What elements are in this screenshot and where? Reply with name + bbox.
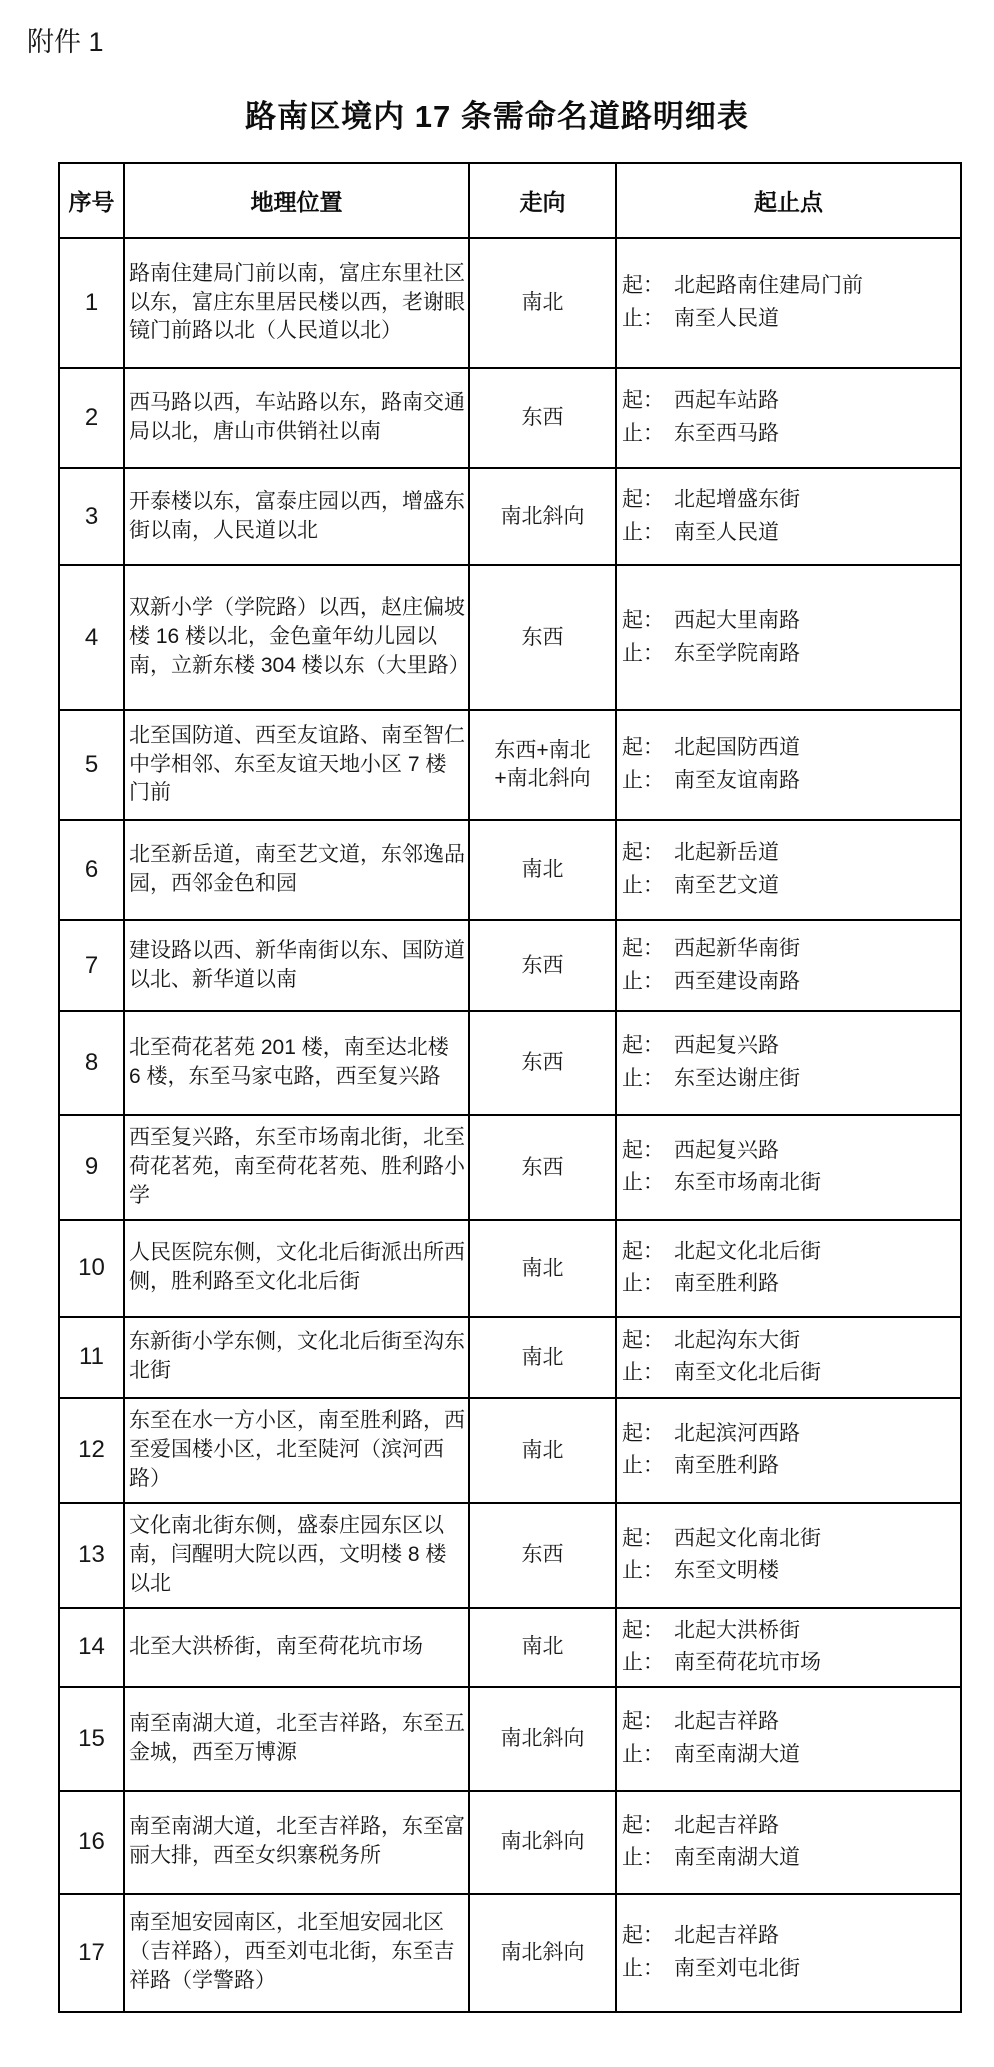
start-value: 北起国防西道 [674, 736, 800, 760]
endpoint-start [622, 837, 958, 870]
end-value: 南至人民道 [674, 520, 779, 544]
row-endpoints [616, 1503, 961, 1608]
end-label: 止： [622, 1846, 664, 1870]
endpoint-start [622, 1135, 958, 1168]
endpoint-start [622, 1325, 958, 1358]
start-label: 起： [622, 1526, 664, 1550]
start-label: 起： [622, 389, 664, 413]
end-label: 止： [622, 1559, 664, 1583]
end-label: 止： [622, 1067, 664, 1090]
row-endpoints [616, 1115, 961, 1220]
end-value: 南至文化北后街 [674, 1361, 821, 1385]
endpoint-end [622, 1555, 958, 1588]
row-index: 17 [59, 1894, 124, 2012]
start-value: 西起复兴路 [674, 1034, 779, 1058]
header-location: 地理位置 [124, 163, 469, 238]
start-label: 起： [622, 1710, 664, 1734]
end-value: 南至人民道 [674, 307, 779, 330]
row-location: 南至南湖大道，北至吉祥路，东至富丽大排，西至女织寨税务所 [124, 1791, 469, 1894]
end-value: 南至胜利路 [674, 1272, 779, 1296]
end-label: 止： [622, 1742, 664, 1766]
start-value: 北起吉祥路 [674, 1813, 779, 1837]
endpoint-start [622, 1523, 958, 1556]
endpoint-start [622, 1418, 958, 1451]
start-label: 起： [622, 1924, 664, 1948]
table-row [59, 1687, 961, 1791]
start-label: 起： [622, 274, 664, 298]
table-row [59, 1608, 961, 1687]
endpoint-end [622, 966, 958, 999]
end-label: 止： [622, 1454, 664, 1478]
table-row [59, 1894, 961, 2012]
endpoint-start [622, 1236, 958, 1269]
start-value: 西起复兴路 [674, 1138, 779, 1162]
end-value: 东至西马路 [674, 422, 779, 445]
row-location: 建设路以西、新华南街以东、国防道以北、新华道以南 [124, 920, 469, 1011]
endpoint-end [622, 1268, 958, 1301]
endpoint-end [622, 517, 958, 550]
attachment-label: 附件 1 [27, 27, 104, 57]
end-label: 止： [622, 874, 664, 897]
row-index: 11 [59, 1317, 124, 1398]
row-location: 文化南北街东侧，盛泰庄园东区以南，闫醒明大院以西，文明楼 8 楼以北 [124, 1503, 469, 1608]
row-index: 8 [59, 1011, 124, 1115]
endpoint-end [622, 303, 958, 336]
start-value: 西起新华南街 [674, 936, 800, 960]
row-endpoints [616, 820, 961, 920]
end-label: 止： [622, 1171, 664, 1195]
row-index: 13 [59, 1503, 124, 1608]
start-value: 北起路南住建局门前 [674, 274, 863, 298]
end-value: 东至学院南路 [674, 641, 800, 665]
row-location: 双新小学（学院路）以西，赵庄偏坡楼 16 楼以北，金色童年幼儿园以南，立新东楼 304 楼以东（大里路） [124, 565, 469, 710]
row-endpoints [616, 710, 961, 820]
table-row [59, 1398, 961, 1503]
endpoint-start [622, 1030, 958, 1063]
start-value: 北起新岳道 [674, 841, 779, 865]
header-endpoints: 起止点 [616, 163, 961, 238]
row-index: 7 [59, 920, 124, 1011]
start-label: 起： [622, 936, 664, 960]
end-label: 止： [622, 422, 664, 445]
row-direction: 南北 [469, 238, 616, 368]
table-row [59, 565, 961, 710]
endpoint-end [622, 1357, 958, 1390]
row-location: 北至荷花茗苑 201 楼，南至达北楼 6 楼，东至马家屯路，西至复兴路 [124, 1011, 469, 1115]
endpoint-start [622, 605, 958, 638]
row-endpoints [616, 920, 961, 1011]
endpoint-start [622, 933, 958, 966]
end-value: 南至荷花坑市场 [674, 1651, 821, 1675]
table-row [59, 368, 961, 468]
page-title: 路南区境内 17 条需命名道路明细表 [245, 99, 749, 134]
table-row [59, 1791, 961, 1894]
roads-table [58, 162, 962, 2013]
header-direction: 走向 [469, 163, 616, 238]
table-row [59, 1317, 961, 1398]
row-index: 15 [59, 1687, 124, 1791]
end-value: 南至艺文道 [674, 874, 779, 897]
endpoint-start [622, 1920, 958, 1953]
row-index: 16 [59, 1791, 124, 1894]
row-direction: 南北 [469, 1220, 616, 1317]
row-index: 1 [59, 238, 124, 368]
row-location: 北至大洪桥街，南至荷花坑市场 [124, 1608, 469, 1687]
row-endpoints [616, 368, 961, 468]
endpoint-end [622, 1953, 958, 1986]
row-location: 北至国防道、西至友谊路、南至智仁中学相邻、东至友谊天地小区 7 楼门前 [124, 710, 469, 820]
row-index: 9 [59, 1115, 124, 1220]
endpoint-start [622, 484, 958, 517]
row-direction: 南北斜向 [469, 468, 616, 565]
row-direction: 东西 [469, 1011, 616, 1115]
start-label: 起： [622, 487, 664, 511]
table-row [59, 1503, 961, 1608]
row-location: 人民医院东侧，文化北后街派出所西侧，胜利路至文化北后街 [124, 1220, 469, 1317]
end-value: 南至刘屯北街 [674, 1956, 800, 1980]
start-label: 起： [622, 608, 664, 632]
end-value: 南至胜利路 [674, 1454, 779, 1478]
end-value: 南至友谊南路 [674, 769, 800, 792]
start-label: 起： [622, 1138, 664, 1162]
row-index: 3 [59, 468, 124, 565]
row-direction: 南北 [469, 1317, 616, 1398]
end-label: 止： [622, 1361, 664, 1385]
table-row [59, 710, 961, 820]
end-label: 止： [622, 641, 664, 665]
start-value: 北起吉祥路 [674, 1710, 779, 1734]
header-index: 序号 [59, 163, 124, 238]
start-value: 北起大洪桥街 [674, 1618, 800, 1642]
start-value: 北起文化北后街 [674, 1239, 821, 1263]
row-direction: 东西 [469, 368, 616, 468]
table-row [59, 920, 961, 1011]
row-index: 14 [59, 1608, 124, 1687]
endpoint-end [622, 418, 958, 451]
row-location: 路南住建局门前以南，富庄东里社区以东，富庄东里居民楼以西，老谢眼镜门前路以北（人民道以北） [124, 238, 469, 368]
row-location: 东新街小学东侧，文化北后街至沟东北街 [124, 1317, 469, 1398]
row-index: 2 [59, 368, 124, 468]
row-endpoints [616, 1608, 961, 1687]
table-row [59, 468, 961, 565]
row-direction: 南北斜向 [469, 1687, 616, 1791]
endpoint-end [622, 1739, 958, 1772]
start-label: 起： [622, 736, 664, 760]
endpoint-start [622, 385, 958, 418]
end-label: 止： [622, 307, 664, 330]
row-endpoints [616, 1398, 961, 1503]
end-label: 止： [622, 520, 664, 544]
row-location: 南至南湖大道，北至吉祥路，东至五金城，西至万博源 [124, 1687, 469, 1791]
endpoint-end [622, 1647, 958, 1680]
row-index: 5 [59, 710, 124, 820]
end-label: 止： [622, 1651, 664, 1675]
endpoint-end [622, 638, 958, 671]
header-row [59, 163, 961, 238]
row-index: 6 [59, 820, 124, 920]
end-value: 东至文明楼 [674, 1559, 779, 1583]
end-value: 南至南湖大道 [674, 1742, 800, 1766]
row-direction: 南北斜向 [469, 1791, 616, 1894]
row-location: 西至复兴路，东至市场南北街，北至荷花茗苑，南至荷花茗苑、胜利路小学 [124, 1115, 469, 1220]
row-direction: 东西 [469, 1115, 616, 1220]
row-direction: 南北 [469, 1608, 616, 1687]
row-direction: 南北 [469, 1398, 616, 1503]
start-label: 起： [622, 1421, 664, 1445]
start-value: 西起大里南路 [674, 608, 800, 632]
table-row [59, 1220, 961, 1317]
endpoint-start [622, 1615, 958, 1648]
row-endpoints [616, 238, 961, 368]
start-label: 起： [622, 1034, 664, 1058]
row-location: 北至新岳道，南至艺文道，东邻逸品园，西邻金色和园 [124, 820, 469, 920]
row-endpoints [616, 1894, 961, 2012]
start-value: 北起沟东大街 [674, 1328, 800, 1352]
row-direction: 南北斜向 [469, 1894, 616, 2012]
start-value: 西起车站路 [674, 389, 779, 413]
start-value: 北起吉祥路 [674, 1924, 779, 1948]
row-endpoints [616, 1011, 961, 1115]
row-direction: 东西+南北+南北斜向 [469, 710, 616, 820]
table-row [59, 1115, 961, 1220]
end-value: 南至南湖大道 [674, 1846, 800, 1870]
row-location: 东至在水一方小区，南至胜利路，西至爱国楼小区，北至陡河（滨河西路） [124, 1398, 469, 1503]
row-endpoints [616, 1317, 961, 1398]
start-value: 北起滨河西路 [674, 1421, 800, 1445]
row-direction: 东西 [469, 920, 616, 1011]
end-label: 止： [622, 969, 664, 993]
table-row [59, 238, 961, 368]
start-value: 北起增盛东街 [674, 487, 800, 511]
row-endpoints [616, 468, 961, 565]
table-row [59, 820, 961, 920]
endpoint-end [622, 870, 958, 903]
endpoint-end [622, 765, 958, 798]
row-endpoints [616, 565, 961, 710]
start-label: 起： [622, 1328, 664, 1352]
endpoint-start [622, 270, 958, 303]
endpoint-start [622, 732, 958, 765]
table-row [59, 1011, 961, 1115]
start-label: 起： [622, 1618, 664, 1642]
endpoint-end [622, 1450, 958, 1483]
row-endpoints [616, 1687, 961, 1791]
row-location: 南至旭安园南区，北至旭安园北区（吉祥路），西至刘屯北街，东至吉祥路（学警路） [124, 1894, 469, 2012]
row-index: 4 [59, 565, 124, 710]
start-label: 起： [622, 1813, 664, 1837]
row-endpoints [616, 1220, 961, 1317]
end-value: 东至达谢庄街 [674, 1067, 800, 1090]
row-index: 12 [59, 1398, 124, 1503]
row-index: 10 [59, 1220, 124, 1317]
row-direction: 东西 [469, 1503, 616, 1608]
row-location: 开泰楼以东，富泰庄园以西，增盛东街以南，人民道以北 [124, 468, 469, 565]
end-label: 止： [622, 769, 664, 792]
endpoint-start [622, 1810, 958, 1843]
row-endpoints [616, 1791, 961, 1894]
endpoint-end [622, 1842, 958, 1875]
start-label: 起： [622, 841, 664, 865]
end-value: 西至建设南路 [674, 969, 800, 993]
end-label: 止： [622, 1272, 664, 1296]
endpoint-end [622, 1167, 958, 1200]
start-value: 西起文化南北街 [674, 1526, 821, 1550]
row-direction: 东西 [469, 565, 616, 710]
end-label: 止： [622, 1956, 664, 1980]
endpoint-start [622, 1706, 958, 1739]
start-label: 起： [622, 1239, 664, 1263]
end-value: 东至市场南北街 [674, 1171, 821, 1195]
endpoint-end [622, 1063, 958, 1096]
row-direction: 南北 [469, 820, 616, 920]
row-location: 西马路以西，车站路以东，路南交通局以北，唐山市供销社以南 [124, 368, 469, 468]
